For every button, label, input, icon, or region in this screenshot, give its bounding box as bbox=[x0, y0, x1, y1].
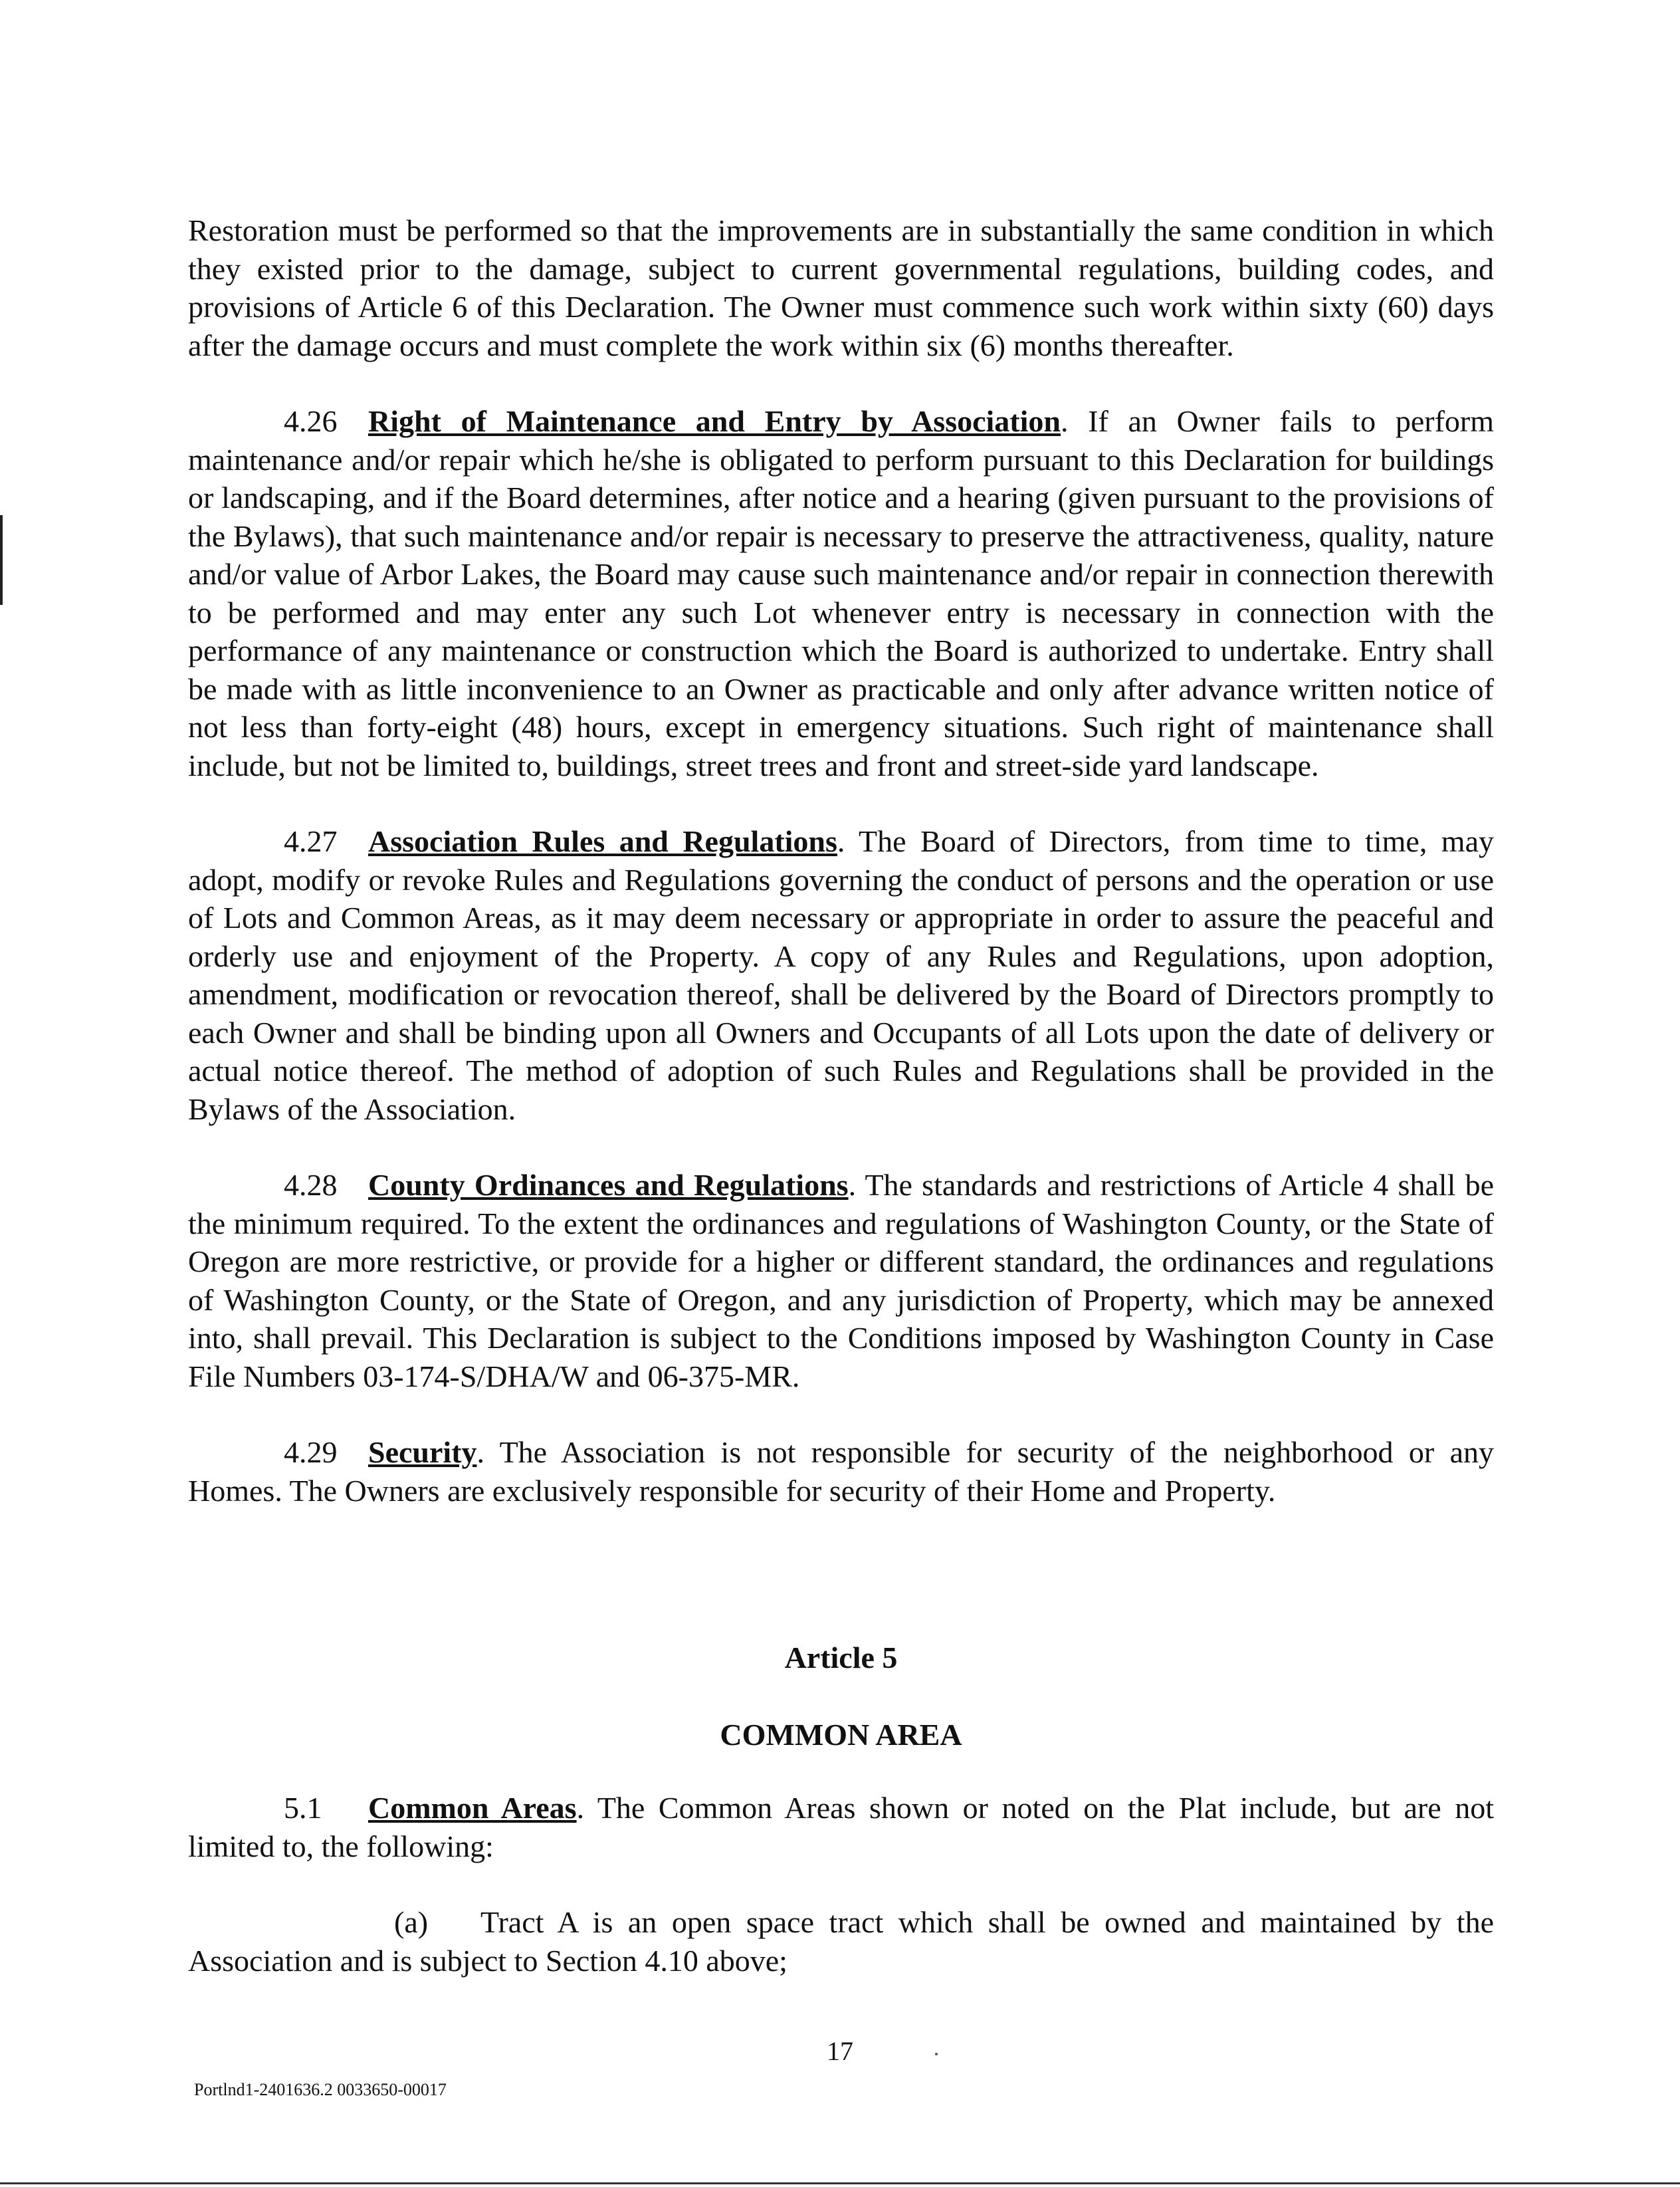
section-5-1 bbox=[188, 1789, 1494, 1865]
section-heading: Security bbox=[368, 1435, 477, 1469]
main-text-block bbox=[188, 211, 1494, 1510]
section-body: . The Common Areas shown or noted on the Plat include, but are not limited to, the following: bbox=[188, 1791, 1494, 1863]
section-number: 5.1 bbox=[284, 1791, 322, 1825]
restoration-paragraph: Restoration must be performed so that the improvements are in substantially the same condition in which they existed prior to the damage, subject to current governmental regulations, building codes, and provisions of Article 6 of this Declaration. The Owner must commence such work within sixty (60) days after the damage occurs and must complete the work within six (6) months thereafter. bbox=[188, 213, 1494, 362]
scan-speck bbox=[935, 2053, 938, 2055]
section-heading: Common Areas bbox=[368, 1791, 577, 1825]
scan-edge-mark bbox=[0, 515, 3, 605]
section-4-26 bbox=[188, 402, 1494, 784]
item-body: Tract A is an open space tract which shall be owned and maintained by the Association and is subject to Section 4.10 above; bbox=[188, 1905, 1494, 1978]
section-number: 4.28 bbox=[284, 1168, 338, 1202]
section-number: 4.27 bbox=[284, 824, 338, 858]
bottom-scan-edge bbox=[0, 2182, 1680, 2184]
section-heading: Association Rules and Regulations bbox=[368, 824, 837, 858]
article-subtitle: COMMON AREA bbox=[720, 1718, 962, 1752]
article-title: Article 5 bbox=[784, 1641, 898, 1674]
item-label: (a) bbox=[394, 1905, 429, 1939]
item-a bbox=[188, 1903, 1494, 1980]
section-body: . The Association is not responsible for security of the neighborhood or any Homes. The Owners are exclusively responsible for security of their Home and Property. bbox=[188, 1435, 1494, 1508]
section-body: . If an Owner fails to perform maintenance and/or repair which he/she is obligated to perform pursuant to this Declaration for buildings or landscaping, and if the Board determines, after notice and a hearing (given pursuant to the provisions of the Bylaws), that such maintenance and/or repair is necessary to preserve the attractiveness, quality, nature and/or value of Arbor Lakes, the Board may cause such maintenance and/or repair in connection therewith to be performed and may enter any such Lot whenever entry is necessary in connection with the performance of any maintenance or construction which the Board is authorized to undertake. Entry shall be made with as little inconvenience to an Owner as practicable and only after advance written notice of not less than forty-eight (48) hours, except in emergency situations. Such right of maintenance shall include, but not be limited to, buildings, street trees and front and street-side yard landscape. bbox=[188, 404, 1494, 782]
section-body: . The standards and restrictions of Article 4 shall be the minimum required. To the extent the ordinances and regulations of Washington County, or the State of Oregon are more restrictive, or provide for a higher or different standard, the ordinances and regulations of Washington County, or the State of Oregon, and any jurisdiction of Property, which may be annexed into, shall prevail. This Declaration is subject to the Conditions imposed by Washington County in Case File Numbers 03-174-S/DHA/W and 06-375-MR. bbox=[188, 1168, 1494, 1393]
section-4-27 bbox=[188, 822, 1494, 1128]
footer-document-id: Portlnd1-2401636.2 0033650-00017 bbox=[194, 2080, 447, 2099]
section-number: 4.26 bbox=[284, 404, 338, 438]
section-heading: Right of Maintenance and Entry by Association bbox=[368, 404, 1061, 438]
section-body: . The Board of Directors, from time to time, may adopt, modify or revoke Rules and Regulations governing the conduct of persons and the operation or use of Lots and Common Areas, as it may deem necessary or appropriate in order to assure the peaceful and orderly use and enjoyment of the Property. A copy of any Rules and Regulations, upon adoption, amendment, modification or revocation thereof, shall be delivered by the Board of Directors promptly to each Owner and shall be binding upon all Owners and Occupants of all Lots upon the date of delivery or actual notice thereof. The method of adoption of such Rules and Regulations shall be provided in the Bylaws of the Association. bbox=[188, 824, 1494, 1126]
section-heading: County Ordinances and Regulations bbox=[368, 1168, 849, 1202]
section-4-29 bbox=[188, 1433, 1494, 1510]
section-4-28 bbox=[188, 1166, 1494, 1395]
page-number: 17 bbox=[827, 2036, 853, 2066]
article-5-text-block bbox=[188, 1789, 1494, 1980]
section-number: 4.29 bbox=[284, 1435, 338, 1469]
